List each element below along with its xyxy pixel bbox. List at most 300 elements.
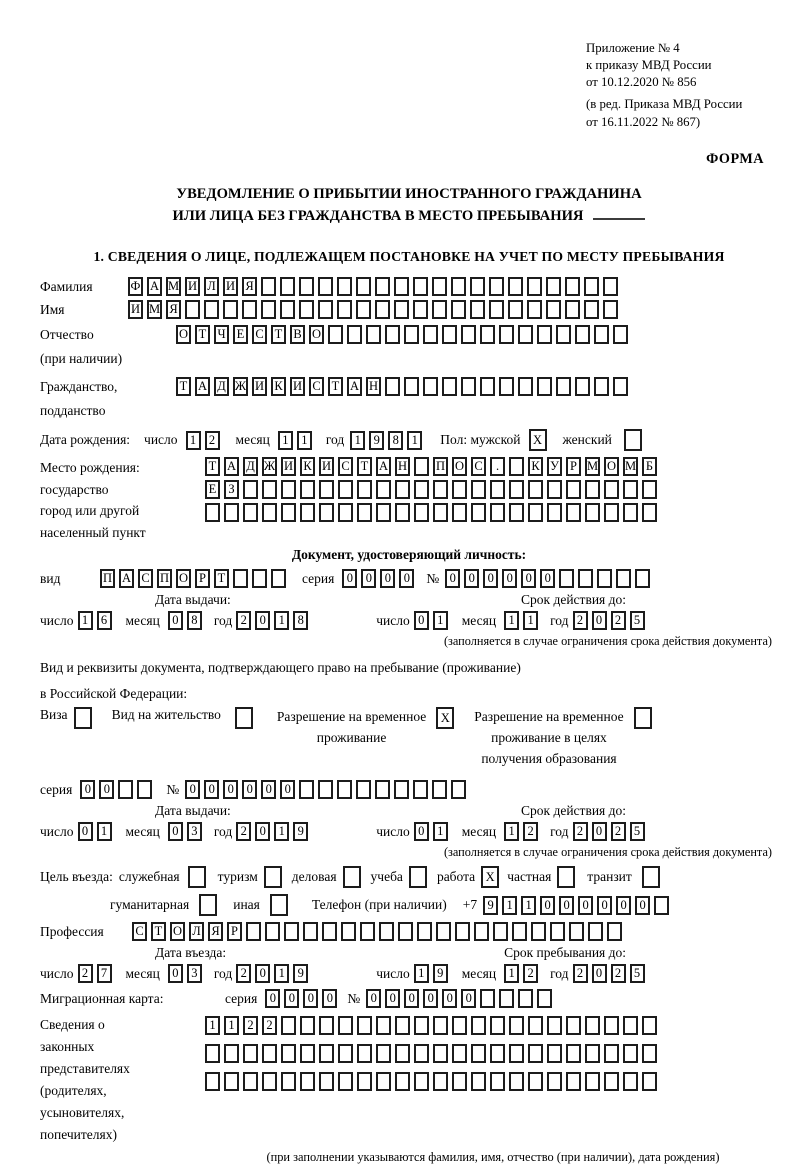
char-cell[interactable]: [566, 480, 581, 499]
char-cell[interactable]: [603, 300, 618, 319]
char-cell[interactable]: [360, 922, 375, 941]
char-cell[interactable]: 1: [224, 1016, 239, 1035]
char-cell[interactable]: [404, 325, 419, 344]
char-cell[interactable]: [451, 277, 466, 296]
char-cell[interactable]: 0: [521, 569, 536, 588]
char-cell[interactable]: 0: [322, 989, 337, 1008]
char-cell[interactable]: [470, 300, 485, 319]
char-cell[interactable]: [281, 1016, 296, 1035]
char-cell[interactable]: [547, 503, 562, 522]
char-cell[interactable]: [337, 300, 352, 319]
char-cell[interactable]: [634, 707, 652, 729]
char-cell[interactable]: [623, 503, 638, 522]
char-cell[interactable]: 0: [223, 780, 238, 799]
char-cell[interactable]: 0: [445, 569, 460, 588]
char-cell[interactable]: 1: [433, 611, 448, 630]
char-cell[interactable]: [376, 480, 391, 499]
char-cell[interactable]: [338, 1044, 353, 1063]
char-cell[interactable]: [357, 1016, 372, 1035]
char-cell[interactable]: И: [290, 377, 305, 396]
char-cell[interactable]: С: [138, 569, 153, 588]
char-cell[interactable]: 0: [168, 611, 183, 630]
char-cell[interactable]: [512, 922, 527, 941]
char-cell[interactable]: [537, 377, 552, 396]
char-cell[interactable]: [414, 457, 429, 476]
char-cell[interactable]: Б: [642, 457, 657, 476]
char-cell[interactable]: 5: [630, 611, 645, 630]
char-cell[interactable]: [493, 922, 508, 941]
char-cell[interactable]: [550, 922, 565, 941]
char-cell[interactable]: 2: [523, 822, 538, 841]
char-cell[interactable]: 0: [592, 964, 607, 983]
char-cell[interactable]: [452, 1044, 467, 1063]
char-cell[interactable]: [527, 300, 542, 319]
char-cell[interactable]: [264, 866, 282, 888]
char-cell[interactable]: [261, 277, 276, 296]
char-cell[interactable]: [518, 989, 533, 1008]
char-cell[interactable]: [642, 1072, 657, 1091]
char-cell[interactable]: О: [170, 922, 185, 941]
char-cell[interactable]: Т: [151, 922, 166, 941]
char-cell[interactable]: [509, 1044, 524, 1063]
char-cell[interactable]: [243, 480, 258, 499]
char-cell[interactable]: [299, 300, 314, 319]
char-cell[interactable]: [404, 377, 419, 396]
char-cell[interactable]: [569, 922, 584, 941]
char-cell[interactable]: [246, 922, 261, 941]
char-cell[interactable]: [118, 780, 133, 799]
char-cell[interactable]: [262, 1044, 277, 1063]
char-cell[interactable]: [594, 325, 609, 344]
char-cell[interactable]: 2: [262, 1016, 277, 1035]
char-cell[interactable]: [433, 1016, 448, 1035]
char-cell[interactable]: [341, 922, 356, 941]
char-cell[interactable]: 8: [293, 611, 308, 630]
char-cell[interactable]: 0: [78, 822, 93, 841]
char-cell[interactable]: 0: [578, 896, 593, 915]
char-cell[interactable]: 1: [186, 431, 201, 450]
char-cell[interactable]: [281, 503, 296, 522]
char-cell[interactable]: [414, 1072, 429, 1091]
char-cell[interactable]: [413, 300, 428, 319]
char-cell[interactable]: [509, 457, 524, 476]
char-cell[interactable]: [319, 1044, 334, 1063]
char-cell[interactable]: 2: [573, 611, 588, 630]
char-cell[interactable]: [224, 503, 239, 522]
char-cell[interactable]: 1: [521, 896, 536, 915]
char-cell[interactable]: 0: [464, 569, 479, 588]
char-cell[interactable]: [224, 1072, 239, 1091]
char-cell[interactable]: [442, 377, 457, 396]
char-cell[interactable]: [556, 325, 571, 344]
char-cell[interactable]: [585, 503, 600, 522]
char-cell[interactable]: [433, 480, 448, 499]
char-cell[interactable]: [594, 377, 609, 396]
char-cell[interactable]: [261, 300, 276, 319]
char-cell[interactable]: [224, 1044, 239, 1063]
char-cell[interactable]: 2: [611, 822, 626, 841]
char-cell[interactable]: М: [147, 300, 162, 319]
char-cell[interactable]: [499, 377, 514, 396]
char-cell[interactable]: 1: [297, 431, 312, 450]
char-cell[interactable]: М: [623, 457, 638, 476]
char-cell[interactable]: 1: [414, 964, 429, 983]
char-cell[interactable]: [528, 1016, 543, 1035]
char-cell[interactable]: 0: [168, 822, 183, 841]
char-cell[interactable]: Е: [233, 325, 248, 344]
char-cell[interactable]: [262, 1072, 277, 1091]
char-cell[interactable]: [559, 569, 574, 588]
char-cell[interactable]: [604, 503, 619, 522]
char-cell[interactable]: С: [338, 457, 353, 476]
char-cell[interactable]: 0: [385, 989, 400, 1008]
char-cell[interactable]: [490, 1072, 505, 1091]
char-cell[interactable]: П: [100, 569, 115, 588]
char-cell[interactable]: [300, 503, 315, 522]
char-cell[interactable]: [328, 325, 343, 344]
char-cell[interactable]: С: [471, 457, 486, 476]
char-cell[interactable]: 0: [168, 964, 183, 983]
char-cell[interactable]: [471, 480, 486, 499]
char-cell[interactable]: 0: [592, 822, 607, 841]
char-cell[interactable]: [604, 1072, 619, 1091]
char-cell[interactable]: [395, 480, 410, 499]
char-cell[interactable]: 0: [399, 569, 414, 588]
char-cell[interactable]: [303, 922, 318, 941]
char-cell[interactable]: Я: [208, 922, 223, 941]
char-cell[interactable]: [376, 1016, 391, 1035]
char-cell[interactable]: [357, 503, 372, 522]
char-cell[interactable]: [137, 780, 152, 799]
char-cell[interactable]: 9: [293, 822, 308, 841]
char-cell[interactable]: [566, 1016, 581, 1035]
char-cell[interactable]: 1: [504, 611, 519, 630]
char-cell[interactable]: Р: [566, 457, 581, 476]
char-cell[interactable]: Т: [176, 377, 191, 396]
char-cell[interactable]: А: [147, 277, 162, 296]
char-cell[interactable]: [575, 325, 590, 344]
char-cell[interactable]: Д: [214, 377, 229, 396]
char-cell[interactable]: [299, 780, 314, 799]
char-cell[interactable]: [471, 503, 486, 522]
char-cell[interactable]: [584, 277, 599, 296]
char-cell[interactable]: [547, 1016, 562, 1035]
char-cell[interactable]: М: [585, 457, 600, 476]
char-cell[interactable]: 5: [630, 822, 645, 841]
char-cell[interactable]: [338, 480, 353, 499]
char-cell[interactable]: 9: [483, 896, 498, 915]
char-cell[interactable]: [299, 277, 314, 296]
char-cell[interactable]: Н: [366, 377, 381, 396]
char-cell[interactable]: И: [128, 300, 143, 319]
char-cell[interactable]: Л: [204, 277, 219, 296]
char-cell[interactable]: К: [271, 377, 286, 396]
char-cell[interactable]: [300, 1044, 315, 1063]
char-cell[interactable]: [642, 1016, 657, 1035]
char-cell[interactable]: [284, 922, 299, 941]
char-cell[interactable]: [509, 1016, 524, 1035]
char-cell[interactable]: 0: [616, 896, 631, 915]
char-cell[interactable]: [376, 1072, 391, 1091]
char-cell[interactable]: [385, 377, 400, 396]
char-cell[interactable]: И: [185, 277, 200, 296]
char-cell[interactable]: [281, 480, 296, 499]
char-cell[interactable]: [518, 325, 533, 344]
char-cell[interactable]: [375, 780, 390, 799]
char-cell[interactable]: [635, 569, 650, 588]
char-cell[interactable]: [74, 707, 92, 729]
char-cell[interactable]: О: [604, 457, 619, 476]
char-cell[interactable]: 0: [185, 780, 200, 799]
char-cell[interactable]: [546, 300, 561, 319]
char-cell[interactable]: П: [433, 457, 448, 476]
char-cell[interactable]: Р: [195, 569, 210, 588]
char-cell[interactable]: [490, 503, 505, 522]
char-cell[interactable]: 0: [414, 822, 429, 841]
char-cell[interactable]: [604, 1044, 619, 1063]
char-cell[interactable]: [356, 277, 371, 296]
char-cell[interactable]: [243, 1044, 258, 1063]
char-cell[interactable]: Я: [242, 277, 257, 296]
char-cell[interactable]: [395, 1044, 410, 1063]
char-cell[interactable]: 1: [205, 1016, 220, 1035]
char-cell[interactable]: [490, 1016, 505, 1035]
char-cell[interactable]: 2: [236, 611, 251, 630]
char-cell[interactable]: [270, 894, 288, 916]
char-cell[interactable]: [242, 300, 257, 319]
char-cell[interactable]: [642, 1044, 657, 1063]
char-cell[interactable]: [624, 429, 642, 451]
char-cell[interactable]: [546, 277, 561, 296]
char-cell[interactable]: Д: [243, 457, 258, 476]
char-cell[interactable]: [338, 1016, 353, 1035]
char-cell[interactable]: [436, 922, 451, 941]
char-cell[interactable]: 3: [187, 822, 202, 841]
char-cell[interactable]: 1: [504, 822, 519, 841]
char-cell[interactable]: [356, 780, 371, 799]
char-cell[interactable]: С: [132, 922, 147, 941]
char-cell[interactable]: [642, 480, 657, 499]
char-cell[interactable]: [433, 1072, 448, 1091]
char-cell[interactable]: С: [252, 325, 267, 344]
char-cell[interactable]: [508, 300, 523, 319]
char-cell[interactable]: 0: [366, 989, 381, 1008]
char-cell[interactable]: [584, 300, 599, 319]
char-cell[interactable]: [318, 300, 333, 319]
char-cell[interactable]: 1: [274, 822, 289, 841]
char-cell[interactable]: [537, 989, 552, 1008]
char-cell[interactable]: [547, 480, 562, 499]
char-cell[interactable]: У: [547, 457, 562, 476]
char-cell[interactable]: [398, 922, 413, 941]
char-cell[interactable]: [642, 866, 660, 888]
char-cell[interactable]: 0: [255, 964, 270, 983]
char-cell[interactable]: [319, 1016, 334, 1035]
char-cell[interactable]: Я: [166, 300, 181, 319]
char-cell[interactable]: [432, 300, 447, 319]
char-cell[interactable]: [432, 780, 447, 799]
char-cell[interactable]: X: [436, 707, 454, 729]
char-cell[interactable]: [547, 1044, 562, 1063]
char-cell[interactable]: [597, 569, 612, 588]
char-cell[interactable]: 2: [236, 822, 251, 841]
char-cell[interactable]: [343, 866, 361, 888]
char-cell[interactable]: Л: [189, 922, 204, 941]
char-cell[interactable]: [262, 480, 277, 499]
char-cell[interactable]: 1: [407, 431, 422, 450]
char-cell[interactable]: [451, 300, 466, 319]
char-cell[interactable]: [556, 377, 571, 396]
char-cell[interactable]: 0: [592, 611, 607, 630]
char-cell[interactable]: 0: [635, 896, 650, 915]
char-cell[interactable]: 2: [236, 964, 251, 983]
char-cell[interactable]: [509, 503, 524, 522]
char-cell[interactable]: 1: [274, 964, 289, 983]
char-cell[interactable]: [613, 325, 628, 344]
char-cell[interactable]: [499, 989, 514, 1008]
char-cell[interactable]: [385, 325, 400, 344]
char-cell[interactable]: [375, 300, 390, 319]
char-cell[interactable]: Т: [357, 457, 372, 476]
char-cell[interactable]: З: [224, 480, 239, 499]
char-cell[interactable]: 0: [380, 569, 395, 588]
char-cell[interactable]: [414, 480, 429, 499]
char-cell[interactable]: [337, 780, 352, 799]
char-cell[interactable]: [470, 277, 485, 296]
char-cell[interactable]: 1: [350, 431, 365, 450]
char-cell[interactable]: [413, 780, 428, 799]
char-cell[interactable]: [490, 480, 505, 499]
char-cell[interactable]: 3: [187, 964, 202, 983]
char-cell[interactable]: 2: [573, 964, 588, 983]
char-cell[interactable]: С: [309, 377, 324, 396]
char-cell[interactable]: 0: [261, 780, 276, 799]
char-cell[interactable]: [271, 569, 286, 588]
char-cell[interactable]: А: [224, 457, 239, 476]
char-cell[interactable]: О: [452, 457, 467, 476]
char-cell[interactable]: [376, 1044, 391, 1063]
char-cell[interactable]: 0: [99, 780, 114, 799]
char-cell[interactable]: И: [252, 377, 267, 396]
char-cell[interactable]: [395, 1072, 410, 1091]
char-cell[interactable]: Т: [205, 457, 220, 476]
char-cell[interactable]: 0: [284, 989, 299, 1008]
char-cell[interactable]: [414, 1016, 429, 1035]
char-cell[interactable]: [565, 277, 580, 296]
char-cell[interactable]: [318, 780, 333, 799]
char-cell[interactable]: [471, 1044, 486, 1063]
char-cell[interactable]: [623, 1072, 638, 1091]
char-cell[interactable]: X: [481, 866, 499, 888]
char-cell[interactable]: [623, 480, 638, 499]
char-cell[interactable]: [452, 503, 467, 522]
char-cell[interactable]: [508, 277, 523, 296]
char-cell[interactable]: 0: [242, 780, 257, 799]
char-cell[interactable]: [204, 300, 219, 319]
char-cell[interactable]: [300, 480, 315, 499]
char-cell[interactable]: [223, 300, 238, 319]
char-cell[interactable]: 2: [523, 964, 538, 983]
char-cell[interactable]: 0: [80, 780, 95, 799]
char-cell[interactable]: 0: [414, 611, 429, 630]
char-cell[interactable]: [557, 866, 575, 888]
char-cell[interactable]: [281, 1044, 296, 1063]
char-cell[interactable]: [565, 300, 580, 319]
char-cell[interactable]: 1: [523, 611, 538, 630]
char-cell[interactable]: 2: [611, 611, 626, 630]
char-cell[interactable]: 0: [423, 989, 438, 1008]
char-cell[interactable]: [578, 569, 593, 588]
char-cell[interactable]: 0: [559, 896, 574, 915]
char-cell[interactable]: 0: [483, 569, 498, 588]
char-cell[interactable]: [518, 377, 533, 396]
char-cell[interactable]: [413, 277, 428, 296]
char-cell[interactable]: [394, 277, 409, 296]
char-cell[interactable]: [604, 480, 619, 499]
char-cell[interactable]: [281, 1072, 296, 1091]
char-cell[interactable]: [452, 1072, 467, 1091]
char-cell[interactable]: Ж: [262, 457, 277, 476]
char-cell[interactable]: [252, 569, 267, 588]
char-cell[interactable]: 2: [611, 964, 626, 983]
char-cell[interactable]: 0: [461, 989, 476, 1008]
char-cell[interactable]: К: [300, 457, 315, 476]
char-cell[interactable]: 6: [97, 611, 112, 630]
char-cell[interactable]: 0: [540, 896, 555, 915]
char-cell[interactable]: [461, 325, 476, 344]
char-cell[interactable]: [414, 503, 429, 522]
char-cell[interactable]: 0: [442, 989, 457, 1008]
char-cell[interactable]: [338, 1072, 353, 1091]
char-cell[interactable]: А: [347, 377, 362, 396]
char-cell[interactable]: [432, 277, 447, 296]
char-cell[interactable]: [452, 1016, 467, 1035]
char-cell[interactable]: Ф: [128, 277, 143, 296]
char-cell[interactable]: К: [528, 457, 543, 476]
char-cell[interactable]: [357, 1072, 372, 1091]
char-cell[interactable]: О: [309, 325, 324, 344]
char-cell[interactable]: 0: [404, 989, 419, 1008]
char-cell[interactable]: [528, 503, 543, 522]
char-cell[interactable]: [188, 866, 206, 888]
char-cell[interactable]: Р: [227, 922, 242, 941]
char-cell[interactable]: И: [223, 277, 238, 296]
char-cell[interactable]: 0: [342, 569, 357, 588]
char-cell[interactable]: 1: [97, 822, 112, 841]
char-cell[interactable]: 2: [243, 1016, 258, 1035]
char-cell[interactable]: 0: [361, 569, 376, 588]
char-cell[interactable]: [300, 1072, 315, 1091]
char-cell[interactable]: [395, 1016, 410, 1035]
char-cell[interactable]: 0: [597, 896, 612, 915]
char-cell[interactable]: [480, 377, 495, 396]
char-cell[interactable]: [455, 922, 470, 941]
char-cell[interactable]: [489, 277, 504, 296]
char-cell[interactable]: [233, 569, 248, 588]
char-cell[interactable]: 0: [255, 611, 270, 630]
char-cell[interactable]: [347, 325, 362, 344]
char-cell[interactable]: [566, 503, 581, 522]
char-cell[interactable]: 8: [388, 431, 403, 450]
char-cell[interactable]: [235, 707, 253, 729]
char-cell[interactable]: И: [281, 457, 296, 476]
char-cell[interactable]: [356, 300, 371, 319]
char-cell[interactable]: [433, 1044, 448, 1063]
char-cell[interactable]: .: [490, 457, 505, 476]
char-cell[interactable]: 9: [433, 964, 448, 983]
char-cell[interactable]: [394, 780, 409, 799]
char-cell[interactable]: 2: [78, 964, 93, 983]
